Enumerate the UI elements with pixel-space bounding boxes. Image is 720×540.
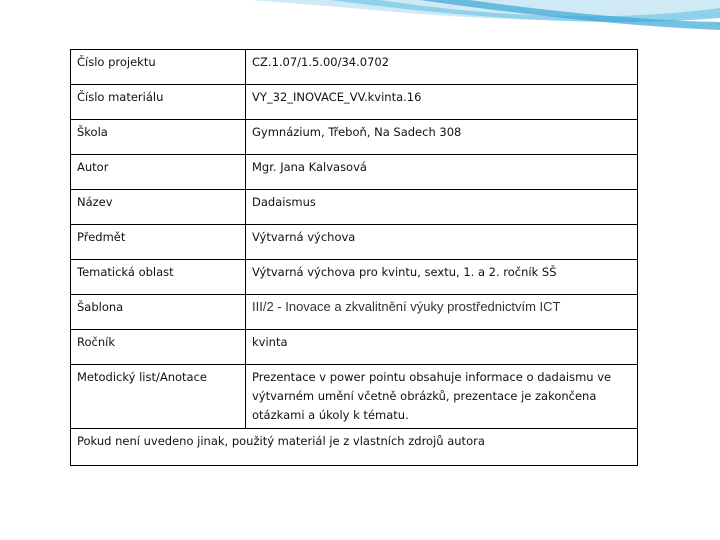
table-row xyxy=(71,260,638,295)
row-value: Výtvarná výchova xyxy=(246,225,638,260)
table-row xyxy=(71,50,638,85)
table-row xyxy=(71,120,638,155)
footer-note: Pokud není uvedeno jinak, použitý materiál je z vlastních zdrojů autora xyxy=(71,429,638,466)
table-row xyxy=(71,295,638,330)
row-value: CZ.1.07/1.5.00/34.0702 xyxy=(246,50,638,85)
row-label: Šablona xyxy=(71,295,246,330)
row-value: Gymnázium, Třeboň, Na Sadech 308 xyxy=(246,120,638,155)
row-label: Ročník xyxy=(71,330,246,365)
table-row xyxy=(71,225,638,260)
row-label: Tematická oblast xyxy=(71,260,246,295)
row-label: Autor xyxy=(71,155,246,190)
row-label: Předmět xyxy=(71,225,246,260)
row-value: Výtvarná výchova pro kvintu, sextu, 1. a 2. ročník SŠ xyxy=(246,260,638,295)
row-label: Metodický list/Anotace xyxy=(71,365,246,429)
annotation-line: Prezentace v power pointu obsahuje informace o dadaismu ve xyxy=(252,370,612,384)
table-row xyxy=(71,330,638,365)
row-value: VY_32_INOVACE_VV.kvinta.16 xyxy=(246,85,638,120)
row-value: kvinta xyxy=(246,330,638,365)
row-value: Mgr. Jana Kalvasová xyxy=(246,155,638,190)
table-row xyxy=(71,155,638,190)
annotation-line: otázkami a úkoly k tématu. xyxy=(252,408,409,422)
row-label: Číslo projektu xyxy=(71,50,246,85)
row-value: III/2 - Inovace a zkvalitnění výuky prostřednictvím ICT xyxy=(246,295,638,330)
row-label: Škola xyxy=(71,120,246,155)
row-label: Název xyxy=(71,190,246,225)
row-value: Dadaismus xyxy=(246,190,638,225)
table-row-footer xyxy=(71,429,638,466)
info-table xyxy=(70,49,638,466)
table-row xyxy=(71,190,638,225)
annotation-line: výtvarném umění včetně obrázků, prezentace je zakončena xyxy=(252,389,597,403)
row-value-annotation xyxy=(246,365,638,429)
table-row xyxy=(71,85,638,120)
row-label: Číslo materiálu xyxy=(71,85,246,120)
table-row-annotation xyxy=(71,365,638,429)
